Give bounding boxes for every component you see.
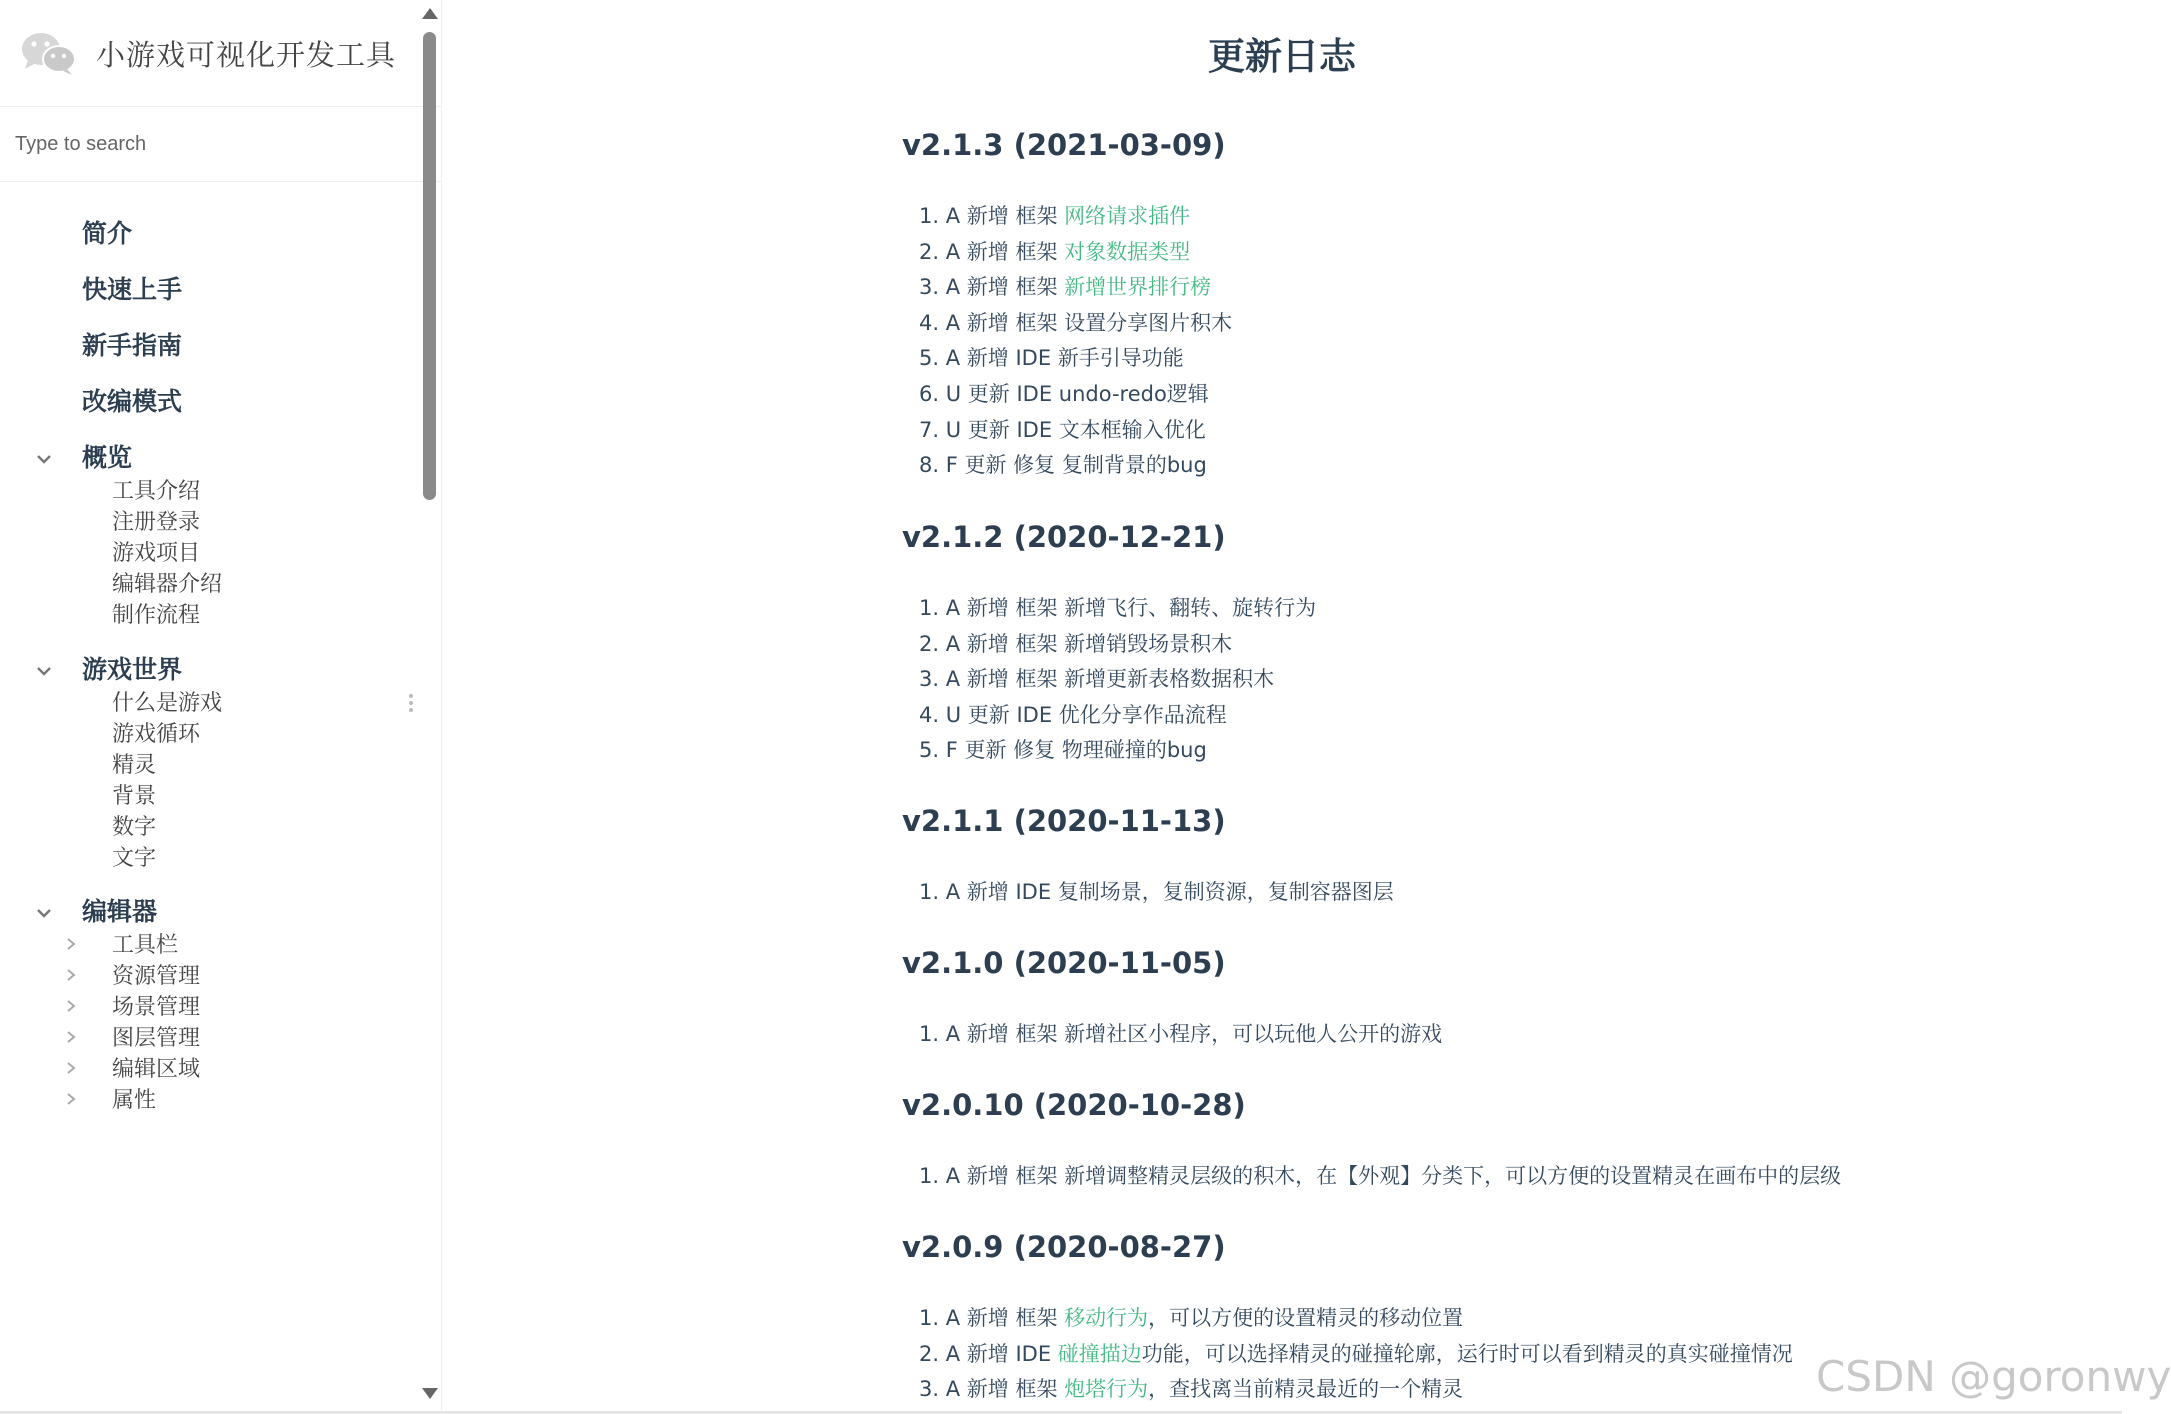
item-number: 7. bbox=[919, 417, 940, 442]
item-number: 2. bbox=[919, 239, 940, 264]
item-number: 6. bbox=[919, 382, 940, 406]
item-number: 1. bbox=[919, 1306, 940, 1330]
changelog-item bbox=[919, 1160, 1841, 1190]
sidebar-item[interactable]: 编辑器介绍 bbox=[112, 572, 223, 597]
changelog-item bbox=[919, 663, 1274, 693]
app-title: 小游戏可视化开发工具 bbox=[96, 37, 397, 72]
item-number: 3. bbox=[919, 275, 940, 300]
item-text: A 新增 框架 设置分享图片积木 bbox=[945, 310, 1233, 335]
version-heading: v2.0.10 (2020-10-28) bbox=[902, 1088, 1246, 1122]
item-number: 5. bbox=[919, 346, 940, 371]
changelog-item bbox=[919, 342, 1184, 372]
sidebar-item[interactable]: 精灵 bbox=[112, 753, 157, 778]
changelog-item bbox=[919, 699, 1227, 729]
main-content bbox=[442, 0, 2122, 1412]
chevron-down-icon[interactable] bbox=[34, 661, 54, 681]
chevron-down-icon[interactable] bbox=[34, 903, 54, 923]
changelog-item bbox=[919, 236, 1190, 266]
changelog-item bbox=[919, 1018, 1442, 1048]
sidebar-section[interactable]: 简介 bbox=[82, 219, 133, 248]
changelog-link[interactable]: 网络请求插件 bbox=[1064, 204, 1191, 228]
changelog-item bbox=[919, 876, 1394, 906]
sidebar-item[interactable]: 文字 bbox=[112, 846, 157, 871]
sidebar-section[interactable]: 改编模式 bbox=[82, 387, 183, 416]
sidebar-item[interactable]: 什么是游戏 bbox=[112, 691, 223, 716]
item-text: U 更新 IDE 优化分享作品流程 bbox=[945, 702, 1227, 727]
chevron-right-icon[interactable] bbox=[64, 1029, 78, 1043]
scrollbar-thumb[interactable] bbox=[423, 32, 436, 500]
changelog-item bbox=[919, 378, 1209, 408]
item-number: 1. bbox=[919, 880, 940, 904]
item-number: 8. bbox=[919, 453, 940, 478]
item-number: 1. bbox=[919, 596, 940, 620]
page-title: 更新日志 bbox=[1208, 35, 1356, 78]
item-text: A 新增 IDE 复制场景，复制资源，复制容器图层 bbox=[945, 880, 1394, 904]
sidebar-item[interactable]: 工具栏 bbox=[112, 933, 179, 958]
changelog-link[interactable]: 对象数据类型 bbox=[1064, 239, 1191, 264]
watermark: CSDN @goronwy bbox=[1816, 1352, 2171, 1401]
sidebar-section[interactable]: 编辑器 bbox=[82, 897, 158, 926]
chevron-right-icon[interactable] bbox=[64, 1091, 78, 1105]
version-heading: v2.1.3 (2021-03-09) bbox=[902, 128, 1226, 162]
sidebar-section[interactable]: 游戏世界 bbox=[82, 655, 183, 684]
search-box bbox=[0, 107, 441, 182]
search-input[interactable] bbox=[13, 132, 397, 157]
item-text: A 新增 框架 bbox=[945, 204, 1065, 228]
changelog-item bbox=[919, 1302, 1463, 1332]
sidebar-item[interactable]: 注册登录 bbox=[112, 510, 201, 535]
item-text: F 更新 修复 物理碰撞的bug bbox=[945, 738, 1207, 763]
item-number: 1. bbox=[919, 1164, 940, 1188]
item-number: 1. bbox=[919, 1022, 940, 1046]
scroll-up-arrow-icon[interactable] bbox=[422, 8, 438, 19]
item-text: A 新增 框架 新增更新表格数据积木 bbox=[945, 667, 1275, 692]
chevron-right-icon[interactable] bbox=[64, 1060, 78, 1074]
sidebar-section[interactable]: 概览 bbox=[82, 443, 133, 472]
wechat-mini-game-icon bbox=[20, 30, 78, 76]
sidebar-section[interactable]: 新手指南 bbox=[82, 331, 183, 360]
item-text: A 新增 IDE 新手引导功能 bbox=[945, 346, 1184, 371]
item-number: 2. bbox=[919, 1341, 940, 1366]
item-text: A 新增 框架 新增社区小程序，可以玩他人公开的游戏 bbox=[945, 1022, 1443, 1046]
item-number: 3. bbox=[919, 667, 940, 692]
changelog-item bbox=[919, 200, 1190, 230]
changelog-link[interactable]: 碰撞描边 bbox=[1057, 1341, 1142, 1366]
sidebar-item[interactable]: 工具介绍 bbox=[112, 479, 201, 504]
changelog-item bbox=[919, 307, 1232, 337]
scroll-down-arrow-icon[interactable] bbox=[422, 1388, 438, 1399]
sidebar-item[interactable]: 背景 bbox=[112, 784, 157, 809]
changelog-item bbox=[919, 449, 1207, 479]
item-text: A 新增 框架 新增销毁场景积木 bbox=[945, 631, 1233, 656]
sidebar-item[interactable]: 制作流程 bbox=[112, 603, 201, 628]
item-text: A 新增 框架 bbox=[945, 1377, 1065, 1402]
sidebar-scrollbar[interactable] bbox=[421, 0, 439, 1412]
item-text: A 新增 框架 bbox=[945, 239, 1065, 264]
sidebar bbox=[0, 0, 442, 1412]
item-text: U 更新 IDE undo-redo逻辑 bbox=[945, 382, 1209, 406]
chevron-right-icon[interactable] bbox=[64, 936, 78, 950]
changelog-link[interactable]: 移动行为 bbox=[1064, 1306, 1149, 1330]
sidebar-section[interactable]: 快速上手 bbox=[82, 275, 183, 304]
chevron-right-icon[interactable] bbox=[64, 998, 78, 1012]
item-number: 4. bbox=[919, 310, 940, 335]
sidebar-item[interactable]: 场景管理 bbox=[112, 995, 201, 1020]
changelog-item bbox=[919, 1373, 1463, 1403]
changelog-item bbox=[919, 592, 1316, 622]
chevron-right-icon[interactable] bbox=[64, 967, 78, 981]
version-heading: v2.1.0 (2020-11-05) bbox=[902, 946, 1226, 980]
item-text: A 新增 框架 bbox=[945, 1306, 1065, 1330]
sidebar-item[interactable]: 游戏循环 bbox=[112, 722, 201, 747]
changelog-link[interactable]: 炮塔行为 bbox=[1064, 1377, 1149, 1402]
sidebar-item[interactable]: 图层管理 bbox=[112, 1026, 201, 1051]
sidebar-brand bbox=[0, 0, 441, 107]
changelog-item bbox=[919, 734, 1207, 764]
version-heading: v2.1.2 (2020-12-21) bbox=[902, 520, 1226, 554]
sidebar-item[interactable]: 属性 bbox=[112, 1088, 157, 1113]
changelog-item bbox=[919, 414, 1206, 444]
item-number: 2. bbox=[919, 631, 940, 656]
item-text: F 更新 修复 复制背景的bug bbox=[945, 453, 1207, 478]
sidebar-item[interactable]: 编辑区域 bbox=[112, 1057, 201, 1082]
item-number: 4. bbox=[919, 702, 940, 727]
version-heading: v2.1.1 (2020-11-13) bbox=[902, 804, 1226, 838]
changelog-item bbox=[919, 1338, 1793, 1368]
sidebar-item[interactable]: 资源管理 bbox=[112, 964, 201, 989]
item-number: 3. bbox=[919, 1377, 940, 1402]
item-text: A 新增 框架 新增调整精灵层级的积木，在【外观】分类下，可以方便的设置精灵在画布中的层级 bbox=[945, 1164, 1842, 1188]
item-text-suffix: ，可以方便的设置精灵的移动位置 bbox=[1148, 1306, 1464, 1330]
item-text-suffix: ，查找离当前精灵最近的一个精灵 bbox=[1148, 1377, 1464, 1402]
item-number: 5. bbox=[919, 738, 940, 763]
version-heading: v2.0.9 (2020-08-27) bbox=[902, 1230, 1226, 1264]
sidebar-item[interactable]: 游戏项目 bbox=[112, 541, 201, 566]
resize-handle[interactable] bbox=[409, 694, 415, 714]
sidebar-item[interactable]: 数字 bbox=[112, 815, 157, 840]
changelog-item bbox=[919, 628, 1232, 658]
item-text: U 更新 IDE 文本框输入优化 bbox=[945, 417, 1206, 442]
item-text-suffix: 功能，可以选择精灵的碰撞轮廓，运行时可以看到精灵的真实碰撞情况 bbox=[1141, 1341, 1793, 1366]
item-text: A 新增 框架 新增飞行、翻转、旋转行为 bbox=[945, 596, 1317, 620]
chevron-down-icon[interactable] bbox=[34, 449, 54, 469]
changelog-item bbox=[919, 271, 1211, 301]
item-text: A 新增 IDE bbox=[945, 1341, 1058, 1366]
item-text: A 新增 框架 bbox=[945, 275, 1065, 300]
item-number: 1. bbox=[919, 204, 940, 228]
changelog-link[interactable]: 新增世界排行榜 bbox=[1064, 275, 1212, 300]
